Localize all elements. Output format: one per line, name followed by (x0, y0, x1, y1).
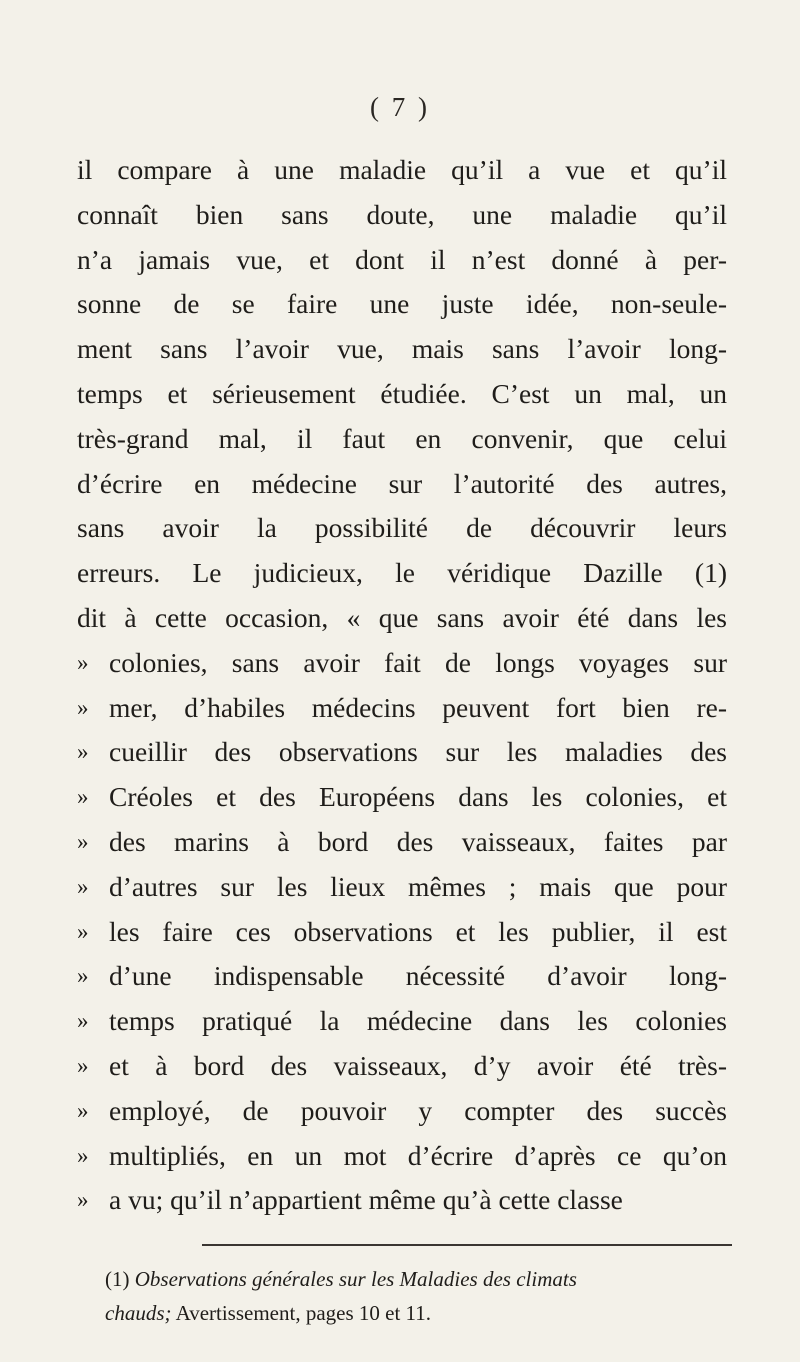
line-text: et à bord des vaisseaux, d’y avoir été très- (109, 1049, 727, 1081)
line-text: multipliés, en un mot d’écrire d’après ce qu’on (109, 1139, 727, 1171)
text-line (77, 775, 727, 820)
text-line (77, 327, 727, 372)
text-line (77, 193, 727, 238)
line-text: employé, de pouvoir y compter des succès (109, 1094, 727, 1126)
text-line (77, 506, 727, 551)
text-line (77, 865, 727, 910)
line-text: temps et sérieusement étudiée. C’est un mal, un (77, 377, 727, 409)
line-text: n’a jamais vue, et dont il n’est donné à per- (77, 243, 727, 275)
footnote-line-1 (105, 1262, 745, 1296)
quote-mark: » (77, 963, 89, 989)
line-text: erreurs. Le judicieux, le véridique Dazille (1) (77, 557, 727, 589)
text-line (77, 999, 727, 1044)
line-text: connaît bien sans doute, une maladie qu’il (77, 198, 727, 230)
quote-mark: » (77, 828, 89, 854)
line-text: des marins à bord des vaisseaux, faites par (109, 825, 727, 857)
quote-mark: » (77, 918, 89, 944)
footnote-reference: Avertissement, pages 10 et 11. (175, 1301, 432, 1325)
text-line (77, 596, 727, 641)
quote-mark: » (77, 784, 89, 810)
line-text: d’autres sur les lieux mêmes ; mais que pour (109, 870, 727, 902)
line-text: il compare à une maladie qu’il a vue et qu’il (77, 154, 727, 185)
text-line (77, 551, 727, 596)
quote-mark: » (77, 1142, 89, 1168)
text-line (77, 148, 727, 193)
quote-mark: » (77, 1097, 89, 1123)
quote-mark: » (77, 739, 89, 765)
text-line (77, 372, 727, 417)
line-text: mer, d’habiles médecins peuvent fort bien re- (109, 691, 727, 723)
line-text: cueillir des observations sur les maladies des (109, 736, 727, 768)
text-line (77, 417, 727, 462)
line-text: sonne de se faire une juste idée, non-seule- (77, 288, 727, 320)
footnote-line-2 (105, 1296, 745, 1330)
footnote-title-cont: chauds; (105, 1301, 172, 1325)
text-line (77, 641, 727, 686)
footnote (105, 1262, 745, 1330)
quote-mark: » (77, 694, 89, 720)
text-line (77, 462, 727, 507)
quote-mark: » (77, 1187, 89, 1213)
text-line (77, 1134, 727, 1179)
text-line (77, 686, 727, 731)
footnote-title: Observations générales sur les Maladies des climats (134, 1267, 577, 1291)
line-text: ment sans l’avoir vue, mais sans l’avoir long- (77, 333, 727, 365)
quote-mark: » (77, 1052, 89, 1078)
page-number: ( 7 ) (370, 92, 430, 122)
line-text: d’écrire en médecine sur l’autorité des autres, (77, 467, 727, 499)
text-line (77, 282, 727, 327)
line-text: Créoles et des Européens dans les colonies, et (109, 781, 727, 813)
text-line (77, 820, 727, 865)
line-text: colonies, sans avoir fait de longs voyages sur (109, 646, 727, 678)
line-text: sans avoir la possibilité de découvrir leurs (77, 512, 727, 544)
body-text (77, 148, 727, 1223)
text-line (77, 910, 727, 955)
text-line (77, 1044, 727, 1089)
text-line (77, 238, 727, 283)
footnote-marker: (1) (105, 1267, 130, 1291)
footnote-rule (202, 1244, 732, 1246)
line-text: très-grand mal, il faut en convenir, que celui (77, 422, 727, 454)
line-text: temps pratiqué la médecine dans les colonies (109, 1005, 727, 1037)
line-text: dit à cette occasion, « que sans avoir été dans les (77, 601, 727, 633)
quote-mark: » (77, 873, 89, 899)
line-text: les faire ces observations et les publier, il est (109, 915, 727, 947)
line-text: a vu; qu’il n’appartient même qu’à cette classe (109, 1184, 623, 1216)
quote-mark: » (77, 1008, 89, 1034)
line-text: d’une indispensable nécessité d’avoir long- (109, 960, 727, 992)
text-line (77, 1178, 727, 1223)
text-line (77, 730, 727, 775)
quote-mark: » (77, 649, 89, 675)
text-line (77, 954, 727, 999)
text-line (77, 1089, 727, 1134)
